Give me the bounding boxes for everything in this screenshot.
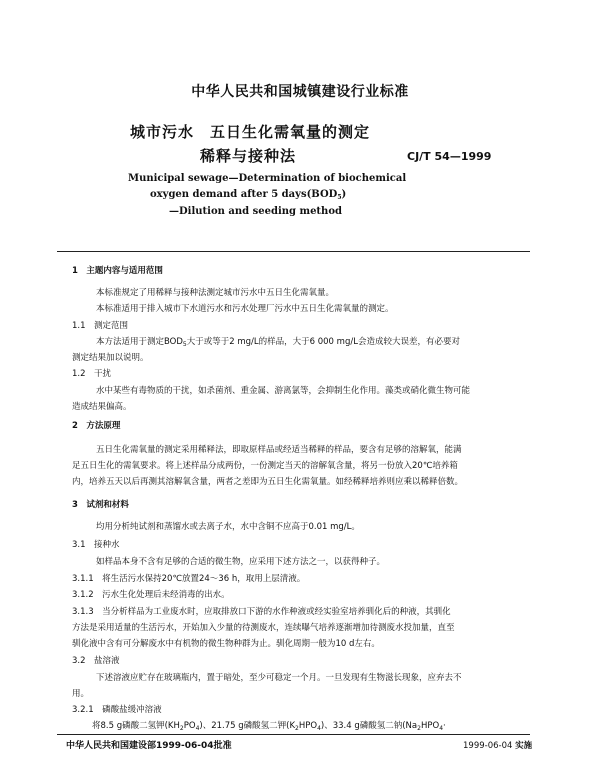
- section-3-2-1-para-1: 将8.5 g磷酸二氢钾$(KH_2PO_4)$、21.75 g磷酸氢二钾$(K_2HPO_4)$、33.4 g磷酸氢二钠($Na_2HPO_4\cdot$: [92, 721, 446, 732]
- section-3-1-2: 3.1.2 污水生化处理后未经消毒的出水。: [72, 590, 230, 600]
- english-title-line3: —Dilution and seeding method: [169, 206, 342, 217]
- section-1-para-2: 本标准适用于排入城市下水道污水和污水处理厂污水中五日生化需氧量的测定。: [96, 304, 394, 314]
- section-3-1-para-1: 如样品本身不含有足够的合适的微生物，应采用下述方法之一，以获得种子。: [96, 557, 386, 567]
- section-1-1-para-1: 本方法适用于测定$BOD_5$大于或等于2 mg/L的样品，大于6 000 mg/L会造成较大误差，有必要对: [96, 337, 460, 348]
- english-title-line2: oxygen demand after 5 $days(BOD_5)$: [150, 189, 347, 201]
- section-2-para-3: 内，培养五天以后再测其溶解氧含量，两者之差即为五日生化需氧量。如经稀释培养则应乘以稀释倍数。: [72, 477, 464, 487]
- document-title-line1: 城市污水 五日生化需氧量的测定: [130, 123, 371, 141]
- section-3-1-heading: 3.1 接种水: [72, 540, 120, 550]
- section-3-2-heading: 3.2 盐溶液: [72, 656, 120, 666]
- section-3-para-1: 均用分析纯试剂和蒸馏水或去离子水，水中含铜不应高于0.01 mg/L。: [96, 522, 360, 532]
- section-3-1-3-para-3: 驯化液中含有可分解废水中有机物的微生物种群为止。驯化周期一般为10 d左右。: [72, 639, 380, 649]
- section-1-2-para-1: 水中某些有毒物质的干扰，如杀菌剂、重金属、游离氯等，会抑制生化作用。藻类或硝化微生物可能: [96, 386, 471, 396]
- section-3-1-3-para-1: 3.1.3 当分析样品为工业废水时，应取排放口下游的水作种液或经实验室培养驯化后的种液，其驯化: [72, 607, 451, 617]
- section-1-1-heading: 1.1 测定范围: [72, 321, 129, 331]
- section-3-1-1: 3.1.1 将生活污水保持20℃放置24～36 h，取用上层清液。: [72, 574, 306, 584]
- section-1-2-para-2: 造成结果偏高。: [72, 402, 132, 412]
- section-1-heading: 1 主题内容与适用范围: [72, 266, 163, 276]
- section-3-2-para-1: 下述溶液应贮存在玻璃瓶内，置于暗处，至少可稳定一个月。一旦发现有生物滋长现象，应弃去不: [96, 673, 462, 683]
- bottom-divider: [57, 734, 530, 735]
- standard-code: CJ/T 54—1999: [407, 150, 492, 163]
- standard-org-title: 中华人民共和国城镇建设行业标准: [191, 84, 409, 100]
- implementation-line: 1999-06-04 实施: [463, 741, 533, 751]
- section-3-2-1-heading: 3.2.1 磷酸盐缓冲溶液: [72, 705, 162, 715]
- section-1-1-para-2: 测定结果加以说明。: [72, 353, 149, 363]
- section-2-heading: 2 方法原理: [72, 421, 121, 431]
- english-title-line1: Municipal sewage—Determination of biochemical: [128, 173, 407, 184]
- section-3-heading: 3 试剂和材料: [72, 500, 129, 510]
- section-2-para-1: 五日生化需氧量的测定采用稀释法，即取原样品或经适当稀释的样品，要含有足够的溶解氧，能满: [96, 445, 462, 455]
- section-1-para-1: 本标准规定了用稀释与接种法测定城市污水中五日生化需氧量。: [96, 288, 335, 298]
- section-1-2-heading: 1.2 干扰: [72, 369, 112, 379]
- approval-line: 中华人民共和国建设部1999-06-04批准: [66, 741, 232, 751]
- top-divider: [57, 251, 530, 252]
- section-3-2-para-2: 用。: [72, 689, 90, 699]
- document-title-line2: 稀释与接种法: [200, 147, 297, 165]
- section-2-para-2: 足五日生化的需氧要求。将上述样品分成两份，一份测定当天的溶解氧含量，将另一份放入20℃培养箱: [72, 461, 458, 471]
- section-3-1-3-para-2: 方法是采用适量的生活污水，开始加入少量的待测废水，连续曝气培养逐渐增加待测废水投加量，直至: [72, 623, 455, 633]
